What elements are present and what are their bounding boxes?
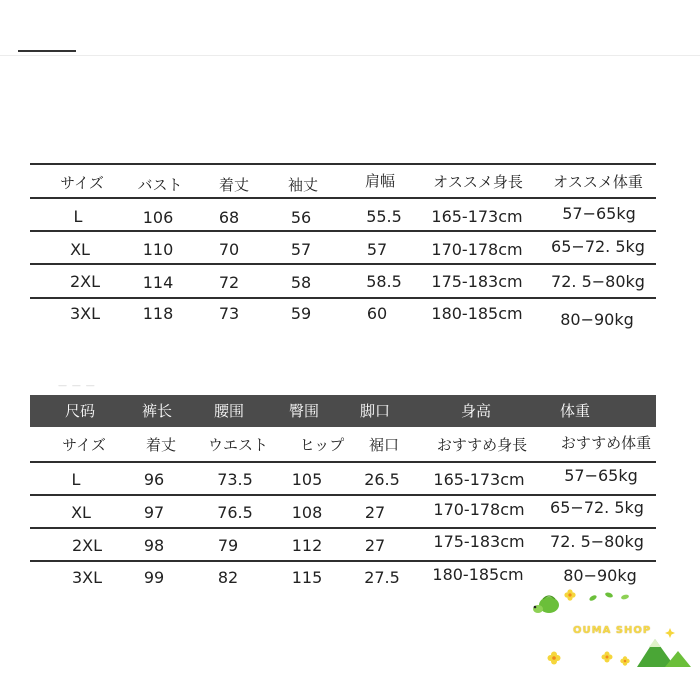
table-cell: 82 [217,568,239,587]
table-cell: 56 [290,208,312,227]
header-cell: オススメ体重 [553,173,643,191]
top-table-rule [30,263,656,265]
table-cell: 180-185cm [432,565,524,584]
mountain-icon [637,639,691,667]
table-cell: XL [70,240,90,259]
table-cell: 79 [217,536,239,555]
header-cell: おすすめ体重 [560,434,652,452]
table-cell: 72 [218,273,240,292]
table-cell: 165-173cm [431,207,523,226]
table-cell: 73.5 [217,470,253,489]
table-cell: 96 [143,470,165,489]
flower-icon [620,656,629,665]
top-table-rule [30,297,656,299]
table-cell: 99 [143,568,165,587]
table-cell: 59 [290,304,312,323]
table-cell: 73 [218,304,240,323]
table-cell: L [71,470,81,489]
turtle-icon [533,596,559,613]
table-cell: 2XL [71,536,103,555]
table-cell: 80−90kg [563,566,637,585]
header-cell: ウエスト [207,436,269,454]
table-cell: 65−72. 5kg [551,237,645,256]
top-table-rule [30,163,656,165]
table-cell: 175-183cm [431,272,523,291]
table-cell: 57 [366,240,388,259]
table-cell: 58 [290,273,312,292]
table-cell: 76.5 [217,503,253,522]
table-cell: 68 [218,208,240,227]
bottom-table-rule [30,494,656,496]
header-cell: 脚口 [359,402,391,420]
header-cell: 裾口 [368,436,400,454]
table-cell: 57−65kg [564,466,638,485]
table-cell: 165-173cm [433,470,525,489]
header-cell: 袖丈 [287,176,319,194]
header-cell: 体重 [559,402,591,420]
shop-logo-text: OUMA SHOP [573,625,652,636]
top-table-rule [30,197,656,199]
header-cell: オススメ身長 [433,173,523,191]
table-cell: 175-183cm [433,532,525,551]
flower-icon [564,589,575,600]
table-cell: 106 [142,208,174,227]
table-cell: 180-185cm [431,304,523,323]
table-cell: 27 [364,503,386,522]
header-cell: バスト [137,176,183,194]
top-border-line [0,55,700,56]
table-cell: 27.5 [364,568,400,587]
table-cell: 118 [142,304,174,323]
bottom-table-rule [30,560,656,562]
header-cell: 身高 [460,402,492,420]
bottom-table-rule [30,527,656,529]
header-cell: 尺码 [64,402,96,420]
leaf-icon [588,592,629,602]
table-cell: 110 [142,240,174,259]
bottom-table-header-bar [30,395,656,427]
table-cell: 105 [291,470,323,489]
table-cell: 55.5 [366,207,402,226]
table-cell: 98 [143,536,165,555]
table-cell: 112 [291,536,323,555]
flower-icon [548,652,561,665]
table-cell: 27 [364,536,386,555]
table-cell: 57−65kg [562,204,636,223]
top-table-rule [30,230,656,232]
header-cell: 腰围 [213,402,245,420]
table-cell: 3XL [71,568,103,587]
table-cell: 72. 5−80kg [550,532,644,551]
table-cell: XL [71,503,91,522]
table-cell: 72. 5−80kg [551,272,645,291]
sparkle-icon [665,628,675,638]
table-cell: 58.5 [366,272,402,291]
table-cell: 70 [218,240,240,259]
header-cell: 肩幅 [364,172,396,190]
faint-mark: — — — [58,381,96,391]
bottom-table-rule [30,461,656,463]
header-cell: おすすめ身長 [436,436,528,454]
table-cell: 60 [366,304,388,323]
table-cell: 115 [291,568,323,587]
table-cell: 108 [291,503,323,522]
header-cell: サイズ [62,436,106,454]
table-cell: 57 [290,240,312,259]
table-cell: 26.5 [364,470,400,489]
table-cell: 170-178cm [431,240,523,259]
header-cell: 裤长 [141,402,173,420]
table-cell: 170-178cm [433,500,525,519]
header-cell: サイズ [60,174,104,192]
table-cell: 97 [143,503,165,522]
header-cell: 着丈 [145,436,177,454]
top-dash [18,50,76,52]
flower-icon [602,652,613,663]
table-cell: 65−72. 5kg [550,498,644,517]
table-cell: 2XL [69,272,101,291]
table-cell: 80−90kg [560,310,634,329]
table-cell: 114 [142,273,174,292]
table-cell: L [73,207,83,226]
header-cell: ヒップ [299,436,345,454]
header-cell: 臀围 [288,402,320,420]
header-cell: 着丈 [218,176,250,194]
table-cell: 3XL [69,304,101,323]
